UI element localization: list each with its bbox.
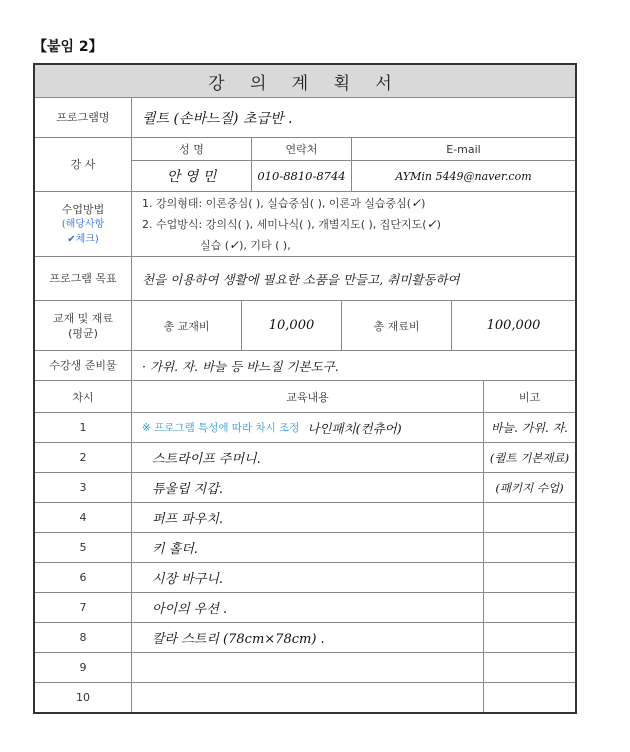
instructor-label: 강 사 <box>35 138 131 191</box>
session-number: 2 <box>79 451 87 464</box>
session-content <box>131 653 483 682</box>
method-sub-label-1: (해당사항 <box>61 218 105 230</box>
instructor-name-header: 성 명 <box>131 138 251 160</box>
check-mark-icon: ✓ <box>229 237 240 252</box>
session-note: 바늘. 가위. 자. <box>483 413 575 442</box>
note-header: 비고 <box>483 381 575 412</box>
material-cost-value: 100,000 <box>451 301 575 350</box>
instructor-phone: 010-8810-8744 <box>251 161 351 191</box>
materials-label-cell <box>35 301 131 350</box>
program-name-value: 퀼트 (손바느질) 초급반 . <box>131 98 575 137</box>
session-header: 차시 <box>72 390 94 404</box>
table-row <box>35 592 575 622</box>
instructor-name: 안 영 민 <box>131 161 251 191</box>
prep-value: · 가위. 자. 바늘 등 바느질 기본도구. <box>131 351 575 380</box>
lecture-plan-form <box>33 63 577 714</box>
method-line-3: 실습 (✓), 기타 ( ), <box>200 237 291 252</box>
prep-row <box>35 350 575 380</box>
session-content-text: 나인패치(컨츄어) <box>307 420 402 436</box>
method-sub-label-2: ✔체크) <box>67 233 99 245</box>
method-label: 수업방법 <box>61 202 105 216</box>
session-note: (패키지 수업) <box>483 473 575 502</box>
program-name-label: 프로그램명 <box>35 98 131 137</box>
table-row <box>35 652 575 682</box>
materials-label: 교재 및 재료 <box>52 311 114 325</box>
table-row <box>35 442 575 472</box>
method-label-cell <box>35 192 131 256</box>
material-cost-label: 총 재료비 <box>341 301 451 350</box>
goal-row <box>35 256 575 300</box>
method-options <box>131 192 575 256</box>
attachment-label: 【붙임 2】 <box>33 39 103 55</box>
materials-sub-label: (평균) <box>68 326 98 340</box>
table-row <box>35 472 575 502</box>
program-name-row <box>35 97 575 137</box>
instructor-contact-header: 연락처 <box>251 138 351 160</box>
check-mark-icon: ✓ <box>426 216 437 231</box>
method-line-1: 1. 강의형태: 이론중심( ), 실습중심( ), 이론과 실습중심(✓) <box>142 195 426 210</box>
session-note <box>483 593 575 622</box>
instructor-email: AYMin 5449@naver.com <box>351 161 575 191</box>
method-row <box>35 191 575 256</box>
session-content: 튜울립 지갑. <box>131 473 483 502</box>
session-number: 5 <box>79 541 87 554</box>
instructor-details <box>131 138 575 191</box>
goal-value: 천을 이용하여 생활에 필요한 소품을 만들고, 취미활동하여 <box>131 257 575 300</box>
instructor-row <box>35 137 575 191</box>
session-note <box>483 683 575 712</box>
table-row <box>35 412 575 442</box>
check-mark-icon: ✓ <box>411 195 422 210</box>
table-row <box>35 562 575 592</box>
textbook-cost-label: 총 교재비 <box>131 301 241 350</box>
method-line-2: 2. 수업방식: 강의식( ), 세미나식( ), 개별지도( ), 집단지도(✓) <box>142 216 441 231</box>
prep-label: 수강생 준비물 <box>35 351 131 380</box>
session-content: 칼라 스트리 (78cm×78cm) . <box>131 623 483 652</box>
table-row <box>35 682 575 712</box>
textbook-cost-value: 10,000 <box>241 301 341 350</box>
session-note <box>483 563 575 592</box>
content-header: 교육내용 <box>131 381 483 412</box>
session-number: 1 <box>79 421 87 434</box>
instructor-email-header: E-mail <box>351 138 575 160</box>
goal-label: 프로그램 목표 <box>35 257 131 300</box>
table-row <box>35 502 575 532</box>
session-content <box>131 683 483 712</box>
session-number: 4 <box>79 511 87 524</box>
session-number: 10 <box>76 691 90 704</box>
form-title: 강 의 계 획 서 <box>35 65 575 97</box>
session-number: 9 <box>79 661 87 674</box>
session-note <box>483 653 575 682</box>
session-content <box>131 413 483 442</box>
session-note <box>483 503 575 532</box>
session-number: 8 <box>79 631 87 644</box>
session-content: 퍼프 파우치. <box>131 503 483 532</box>
materials-row <box>35 300 575 350</box>
session-content: 시장 바구니. <box>131 563 483 592</box>
session-number: 6 <box>79 571 87 584</box>
schedule-note: ※ 프로그램 특성에 따라 차시 조정 <box>142 422 300 434</box>
session-content: 스트라이프 주머니. <box>131 443 483 472</box>
session-note <box>483 623 575 652</box>
session-note <box>483 533 575 562</box>
table-row <box>35 532 575 562</box>
session-content: 아이의 우션 . <box>131 593 483 622</box>
session-number: 7 <box>79 601 87 614</box>
table-row <box>35 622 575 652</box>
schedule-header-row <box>35 380 575 412</box>
session-number: 3 <box>79 481 87 494</box>
session-note: (퀼트 기본재료) <box>483 443 575 472</box>
session-content: 키 홀더. <box>131 533 483 562</box>
